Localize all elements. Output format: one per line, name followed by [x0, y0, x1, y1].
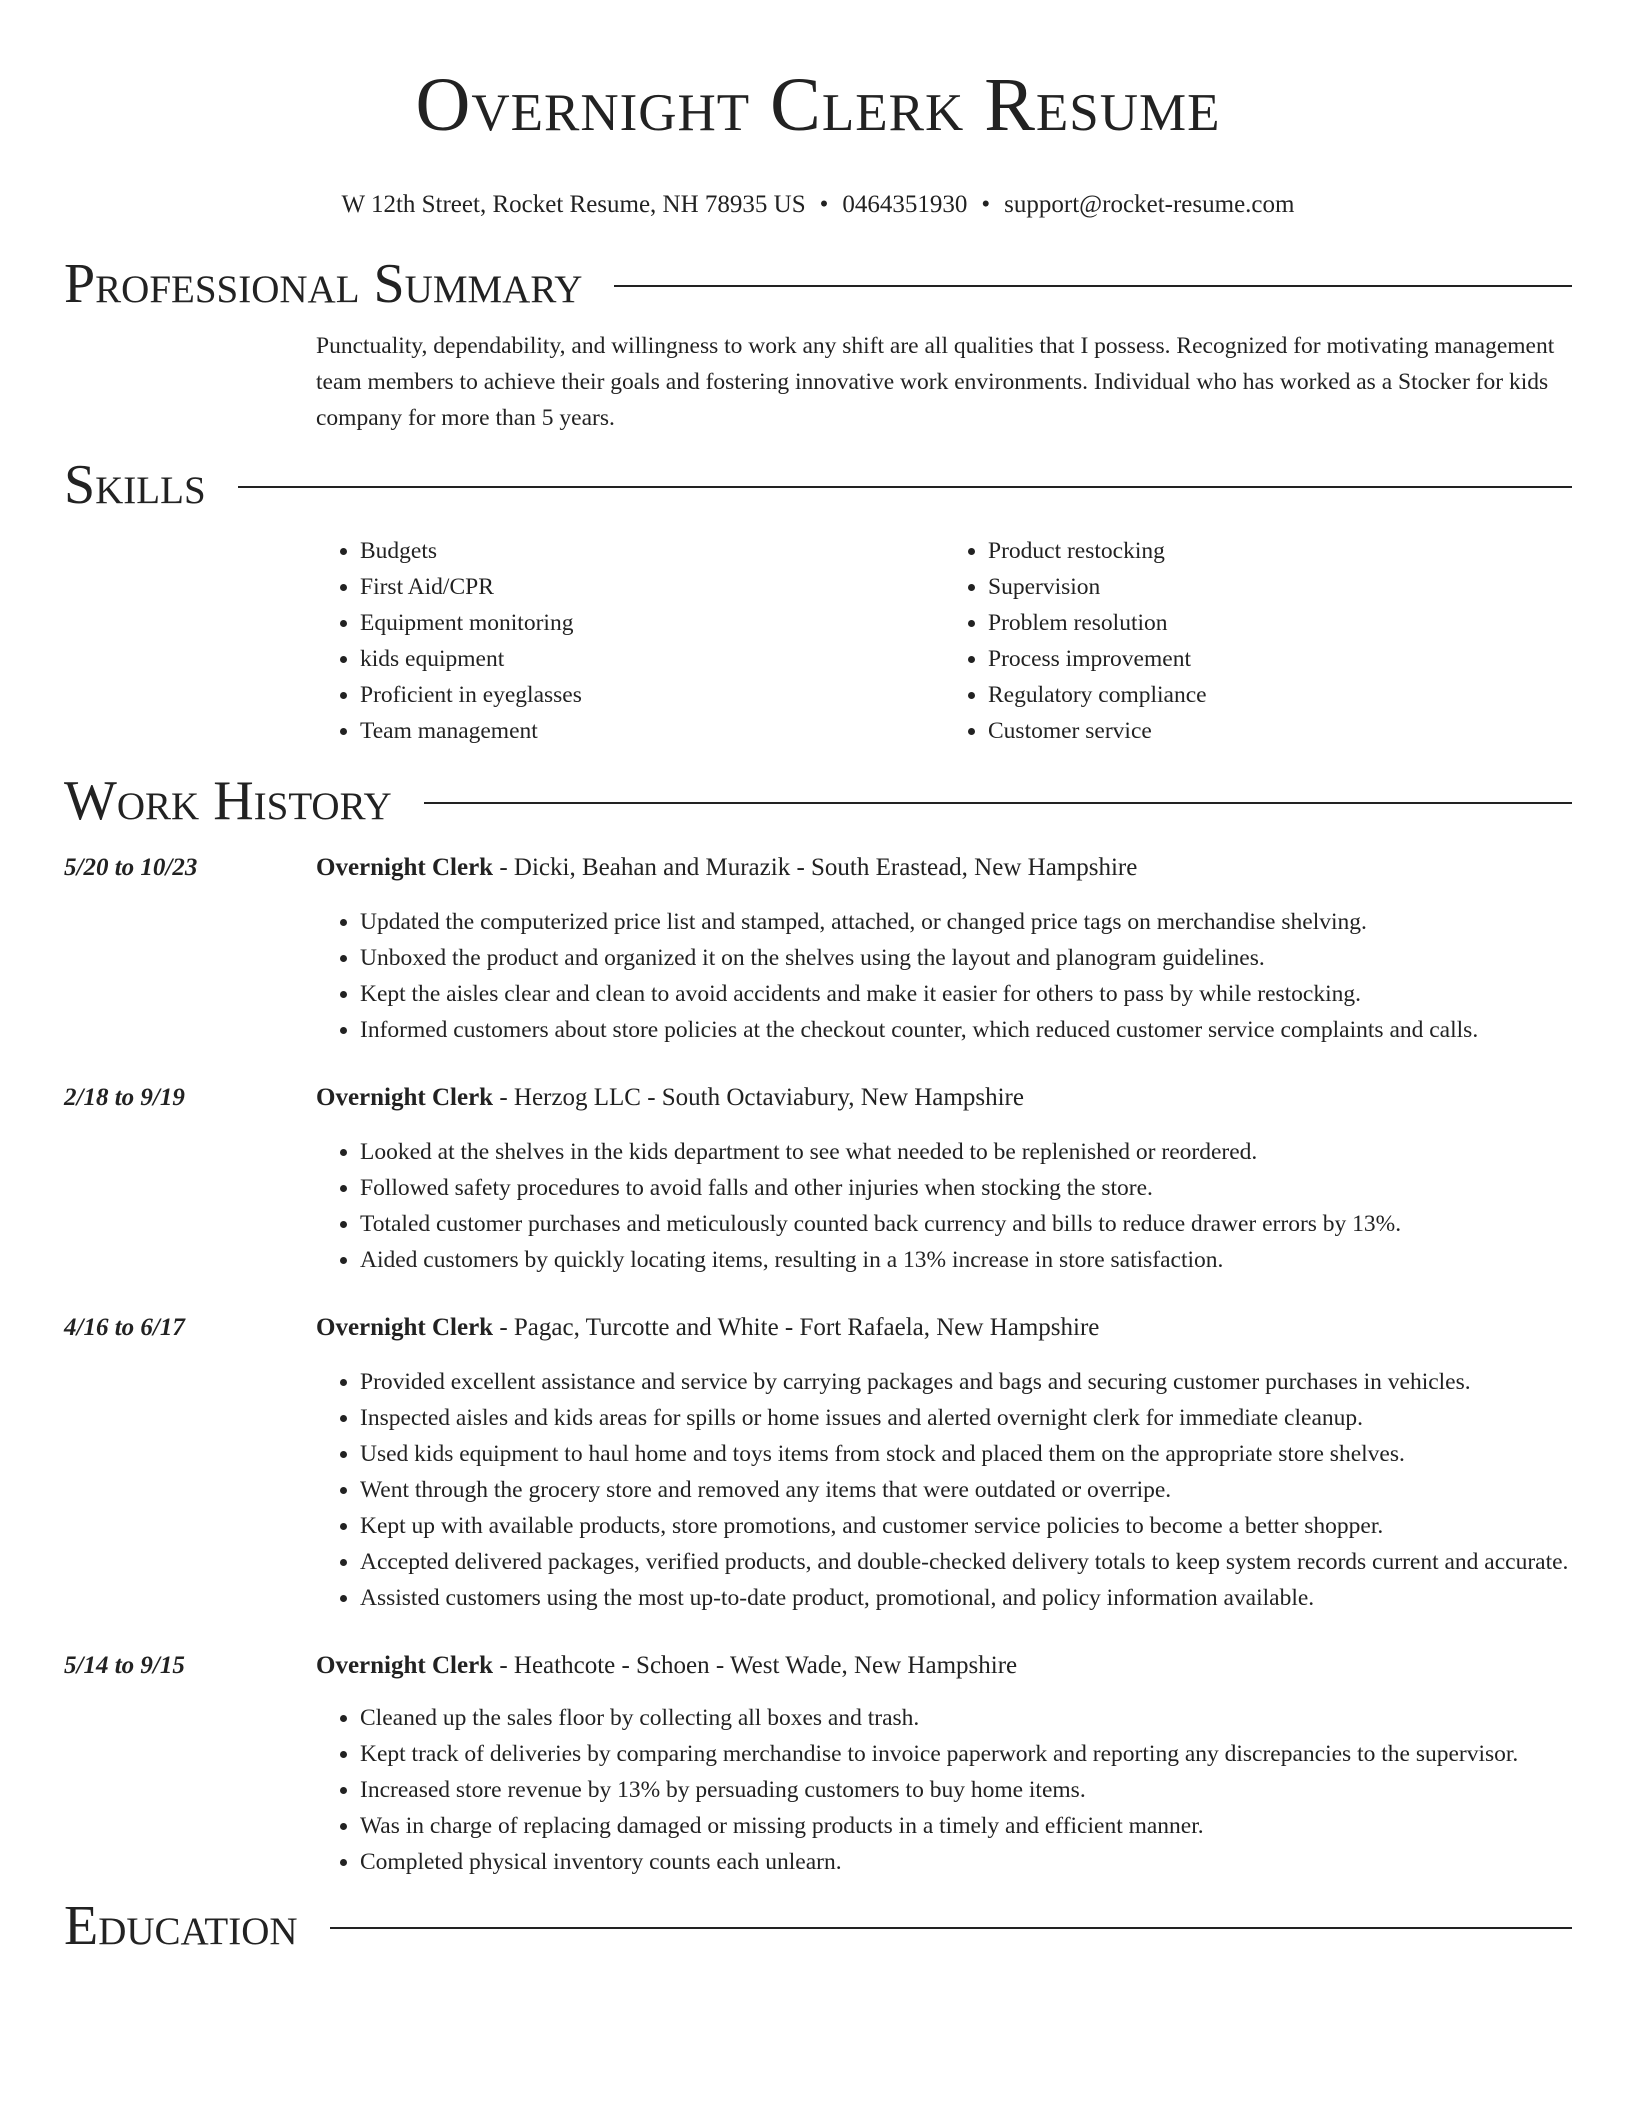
job-entry	[64, 850, 1572, 1048]
section-header	[64, 770, 1572, 832]
section-header	[64, 253, 1572, 315]
job-employer: - Herzog LLC - South Octaviabury, New Hampshire	[493, 1084, 1024, 1111]
skill-item: • Regulatory compliance	[988, 677, 1572, 713]
skill-item: • Customer service	[988, 713, 1572, 749]
job-entry	[64, 1080, 1572, 1278]
job-bullet: • Increased store revenue by 13% by persuading customers to buy home items.	[360, 1772, 1572, 1808]
job-employer: - Pagac, Turcotte and White - Fort Rafaela, New Hampshire	[493, 1314, 1100, 1341]
job-bullet: • Cleaned up the sales floor by collecting all boxes and trash.	[360, 1700, 1572, 1736]
job-bullet: • Assisted customers using the most up-to-date product, promotional, and policy information available.	[360, 1580, 1572, 1616]
job-bullets-wrap	[316, 1364, 1572, 1616]
section-title: Skills	[64, 454, 206, 516]
skill-item: • Equipment monitoring	[360, 605, 944, 641]
job-bullet: • Aided customers by quickly locating items, resulting in a 13% increase in store satisfaction.	[360, 1242, 1572, 1278]
job-bullet: • Was in charge of replacing damaged or missing products in a timely and efficient manner.	[360, 1808, 1572, 1844]
contact-separator: •	[981, 191, 991, 218]
job-dates: 5/14 to 9/15	[64, 1652, 185, 1679]
summary-content	[316, 328, 1572, 436]
job-bullet: • Completed physical inventory counts each unlearn.	[360, 1844, 1572, 1880]
skill-item: • Process improvement	[988, 641, 1572, 677]
job-bullets-wrap	[316, 1134, 1572, 1278]
job-dates: 5/20 to 10/23	[64, 854, 198, 881]
job-bullet: • Accepted delivered packages, verified products, and double-checked delivery totals to keep system records current and accurate.	[360, 1544, 1572, 1580]
section-divider	[424, 802, 1572, 804]
job-dates: 2/18 to 9/19	[64, 1084, 185, 1111]
education-section	[64, 1895, 1572, 1957]
contact-phone: 0464351930	[842, 191, 968, 218]
job-role: Overnight Clerk	[316, 1652, 494, 1679]
resume-title: Overnight Clerk Resume	[415, 63, 1221, 147]
job-header	[64, 850, 1572, 886]
job-entry	[64, 1310, 1572, 1616]
job-bullet: • Informed customers about store policies at the checkout counter, which reduced customer service complaints and calls.	[360, 1012, 1572, 1048]
job-title	[316, 1084, 1024, 1112]
job-employer: - Heathcote - Schoen - West Wade, New Hampshire	[493, 1652, 1018, 1679]
skill-item: • Problem resolution	[988, 605, 1572, 641]
skill-item: • Budgets	[360, 533, 944, 569]
resume-header	[64, 0, 1572, 220]
skill-item: • Supervision	[988, 569, 1572, 605]
job-header	[64, 1310, 1572, 1346]
skill-item: • Product restocking	[988, 533, 1572, 569]
work-history-section	[64, 770, 1572, 1880]
contact-line	[64, 190, 1572, 220]
job-title	[316, 854, 1137, 882]
job-title	[316, 1314, 1099, 1342]
section-title: Work History	[64, 770, 392, 832]
job-bullets	[316, 1364, 1572, 1616]
job-entry	[64, 1648, 1572, 1880]
section-header	[64, 1895, 1572, 1957]
job-bullets-wrap	[316, 904, 1572, 1048]
job-bullet: • Followed safety procedures to avoid falls and other injuries when stocking the store.	[360, 1170, 1572, 1206]
job-bullet: • Kept up with available products, store promotions, and customer service policies to become a better shopper.	[360, 1508, 1572, 1544]
job-bullet: • Used kids equipment to haul home and toys items from stock and placed them on the appropriate store shelves.	[360, 1436, 1572, 1472]
skills-list-right	[944, 533, 1572, 749]
job-title	[316, 1652, 1017, 1680]
job-bullet: • Unboxed the product and organized it on the shelves using the layout and planogram guidelines.	[360, 940, 1572, 976]
job-header	[64, 1080, 1572, 1116]
job-header	[64, 1648, 1572, 1684]
job-bullet: • Kept track of deliveries by comparing merchandise to invoice paperwork and reporting any discrepancies to the supervisor.	[360, 1736, 1572, 1772]
job-dates: 4/16 to 6/17	[64, 1314, 185, 1341]
summary-text: Punctuality, dependability, and willingness to work any shift are all qualities that I possess. Recognized for motivating management team members to achieve their goals and fostering innovative work environments. Individual who has worked as a Stocker for kids company for more than 5 years.	[316, 333, 1555, 431]
section-title: Education	[64, 1895, 298, 1957]
skills-list-left	[316, 533, 944, 749]
job-employer: - Dicki, Beahan and Murazik - South Erastead, New Hampshire	[493, 854, 1138, 881]
job-bullet: • Provided excellent assistance and service by carrying packages and bags and securing customer purchases in vehicles.	[360, 1364, 1572, 1400]
skill-item: • Team management	[360, 713, 944, 749]
section-header	[64, 454, 1572, 516]
job-bullets	[316, 1134, 1572, 1278]
job-bullets	[316, 1700, 1572, 1880]
section-title: Professional Summary	[64, 253, 583, 315]
job-bullet: • Totaled customer purchases and meticulously counted back currency and bills to reduce drawer errors by 13%.	[360, 1206, 1572, 1242]
section-divider	[238, 486, 1572, 488]
section-divider	[614, 285, 1572, 287]
job-bullet: • Inspected aisles and kids areas for spills or home issues and alerted overnight clerk for immediate cleanup.	[360, 1400, 1572, 1436]
skills-section	[64, 454, 1572, 749]
skill-item: • Proficient in eyeglasses	[360, 677, 944, 713]
job-role: Overnight Clerk	[316, 1314, 494, 1341]
contact-separator: •	[819, 191, 829, 218]
job-bullet: • Updated the computerized price list and stamped, attached, or changed price tags on merchandise shelving.	[360, 904, 1572, 940]
section-divider	[330, 1927, 1572, 1929]
contact-address: W 12th Street, Rocket Resume, NH 78935 US	[341, 191, 806, 218]
job-bullets-wrap	[316, 1700, 1572, 1880]
job-bullets	[316, 904, 1572, 1048]
job-bullet: • Kept the aisles clear and clean to avoid accidents and make it easier for others to pass by while restocking.	[360, 976, 1572, 1012]
job-bullet: • Looked at the shelves in the kids department to see what needed to be replenished or reordered.	[360, 1134, 1572, 1170]
skills-grid	[316, 533, 1572, 749]
contact-email: support@rocket-resume.com	[1004, 191, 1295, 218]
skill-item: • First Aid/CPR	[360, 569, 944, 605]
summary-section	[64, 253, 1572, 436]
job-role: Overnight Clerk	[316, 854, 494, 881]
job-bullet: • Went through the grocery store and removed any items that were outdated or overripe.	[360, 1472, 1572, 1508]
skill-item: • kids equipment	[360, 641, 944, 677]
job-role: Overnight Clerk	[316, 1084, 494, 1111]
